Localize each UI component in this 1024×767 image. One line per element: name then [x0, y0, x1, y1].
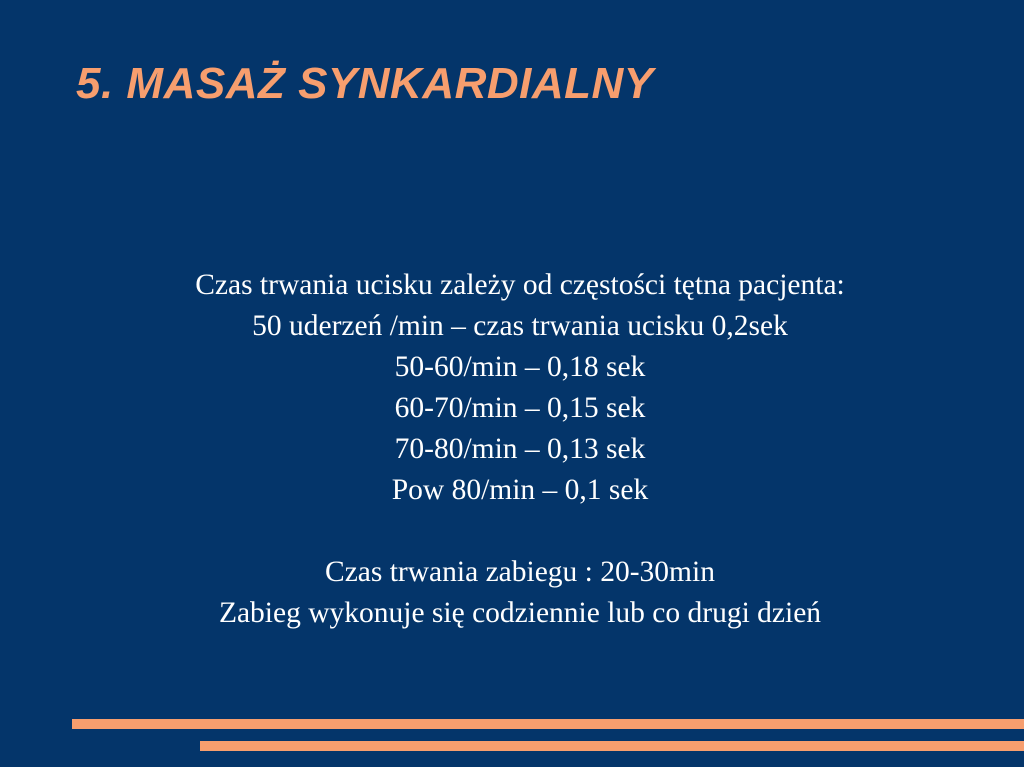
- slide-body: [0, 265, 1024, 634]
- slide-title: 5. MASAŻ SYNKARDIALNY: [76, 59, 654, 108]
- body-line-50-60: 50-60/min – 0,18 sek: [394, 351, 646, 383]
- body-line-50: 50 uderzeń /min – czas trwania ucisku 0,2sek: [252, 310, 788, 342]
- body-line-frequency: Zabieg wykonuje się codziennie lub co drugi dzień: [218, 597, 822, 629]
- body-line-duration: Czas trwania zabiegu : 20-30min: [325, 556, 715, 588]
- body-line-60-70: 60-70/min – 0,15 sek: [394, 392, 646, 424]
- body-line-70-80: 70-80/min – 0,13 sek: [394, 433, 646, 465]
- body-line-spacer: [0, 511, 1024, 552]
- body-line-intro: Czas trwania ucisku zależy od częstości tętna pacjenta:: [195, 269, 845, 301]
- body-line-over-80: Pow 80/min – 0,1 sek: [391, 474, 649, 506]
- accent-bar-top: [72, 719, 1024, 729]
- accent-bar-bottom: [200, 741, 1024, 751]
